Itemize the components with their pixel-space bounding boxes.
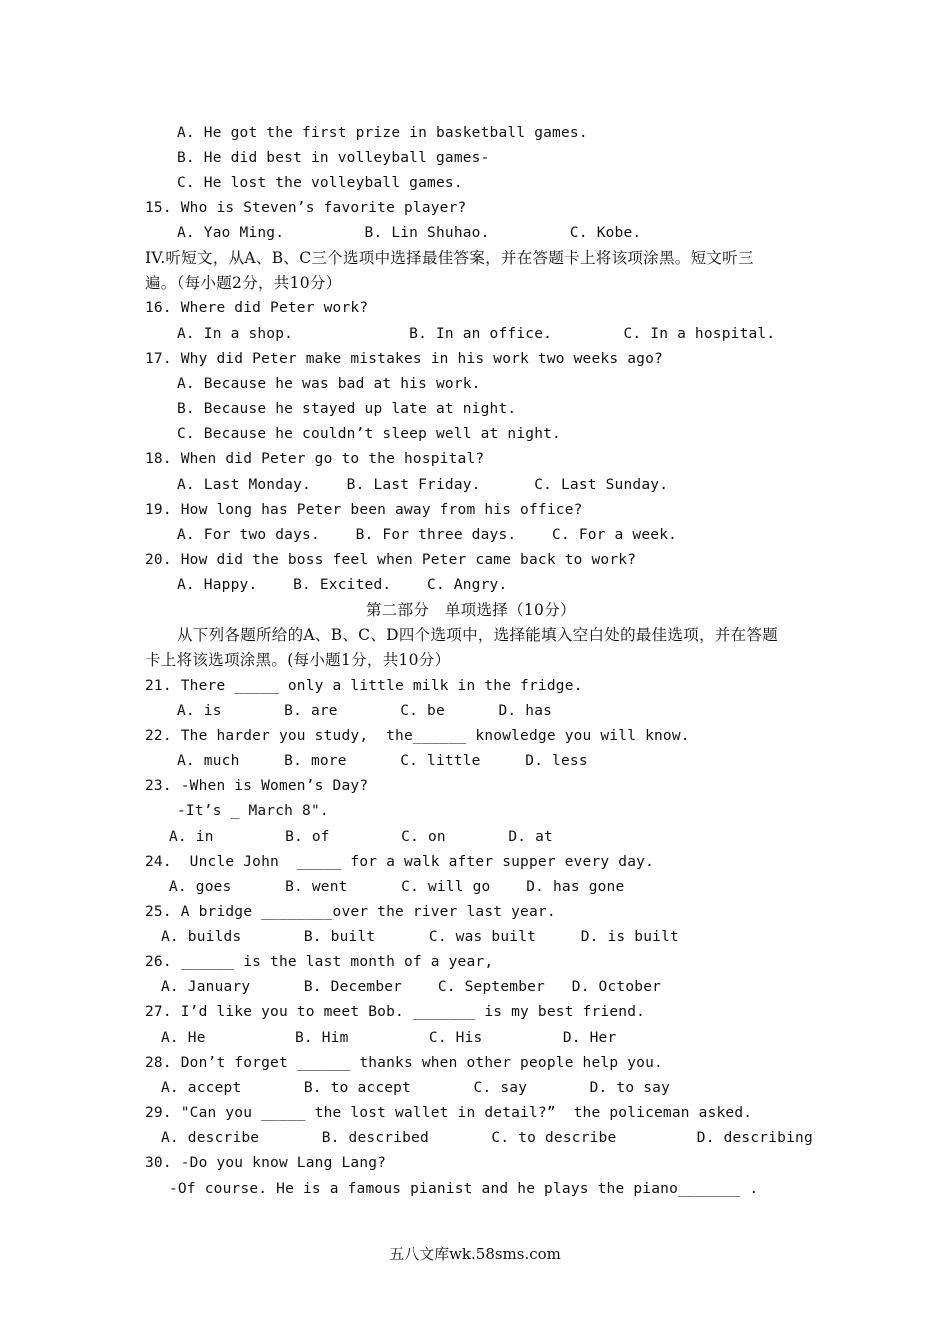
q16-stem: 16. Where did Peter work? (145, 300, 369, 316)
q17-option-c: C. Because he couldn’t sleep well at night. (177, 426, 561, 442)
q30-stem: 30. -Do you know Lang Lang? (145, 1155, 387, 1171)
q23-dialogue: -It’s _ March 8". (177, 803, 329, 819)
q14-option-b: B. He did best in volleyball games- (177, 150, 490, 166)
q29-stem: 29. "Can you _____ the lost wallet in detail?” the policeman asked. (145, 1105, 753, 1121)
q16-options: A. In a shop. B. In an office. C. In a hospital. (177, 326, 776, 342)
q28-stem: 28. Don’t forget ______ thanks when other people help you. (145, 1055, 663, 1071)
q18-options: A. Last Monday. B. Last Friday. C. Last Sunday. (177, 477, 669, 493)
q14-option-c: C. He lost the volleyball games. (177, 175, 463, 191)
q23-stem: 23. -When is Women’s Day? (145, 778, 369, 794)
q17-option-a: A. Because he was bad at his work. (177, 376, 481, 392)
q26-stem: 26. ______ is the last month of a year, (145, 954, 494, 970)
q14-option-a: A. He got the first prize in basketball games. (177, 125, 588, 141)
q26-options: A. January B. December C. September D. October (161, 979, 662, 995)
part-two-heading: 第二部分 单项选择（10分） (366, 601, 576, 619)
q17-option-b: B. Because he stayed up late at night. (177, 401, 517, 417)
q20-options: A. Happy. B. Excited. C. Angry. (177, 577, 508, 593)
q22-stem: 22. The harder you study, the______ knowledge you will know. (145, 728, 690, 744)
footer-watermark: 五八文库wk.58sms.com (389, 1245, 561, 1263)
q19-stem: 19. How long has Peter been away from his office? (145, 502, 583, 518)
q27-stem: 27. I’d like you to meet Bob. _______ is my best friend. (145, 1004, 646, 1020)
q23-options: A. in B. of C. on D. at (169, 829, 553, 845)
q20-stem: 20. How did the boss feel when Peter came back to work? (145, 552, 637, 568)
q25-options: A. builds B. built C. was built D. is built (161, 929, 679, 945)
q22-options: A. much B. more C. little D. less (177, 753, 588, 769)
q15-stem: 15. Who is Steven’s favorite player? (145, 200, 467, 216)
q24-options: A. goes B. went C. will go D. has gone (169, 879, 625, 895)
q21-stem: 21. There _____ only a little milk in the fridge. (145, 678, 583, 694)
q27-options: A. He B. Him C. His D. Her (161, 1030, 617, 1046)
q24-stem: 24. Uncle John _____ for a walk after supper every day. (145, 854, 654, 870)
q28-options: A. accept B. to accept C. say D. to say (161, 1080, 670, 1096)
section-iv-instruction-line1: IV.听短文，从A、B、C三个选项中选择最佳答案，并在答题卡上将该项涂黑。短文听三 (145, 249, 754, 267)
q15-options: A. Yao Ming. B. Lin Shuhao. C. Kobe. (177, 225, 642, 241)
q19-options: A. For two days. B. For three days. C. For a week. (177, 527, 678, 543)
section-iv-instruction-line2: 遍。（每小题2分，共10分） (145, 274, 342, 292)
q29-options: A. describe B. described C. to describe D. describing (161, 1130, 813, 1146)
q18-stem: 18. When did Peter go to the hospital? (145, 451, 485, 467)
q21-options: A. is B. are C. be D. has (177, 703, 553, 719)
part-two-instruction-line2: 卡上将该选项涂黑。(每小题1分，共10分） (145, 651, 451, 669)
part-two-instruction-line1: 从下列各题所给的A、B、C、D四个选项中，选择能填入空白处的最佳选项，并在答题 (177, 626, 779, 644)
q17-stem: 17. Why did Peter make mistakes in his work two weeks ago? (145, 351, 663, 367)
q30-dialogue: -Of course. He is a famous pianist and he plays the piano_______ . (169, 1181, 759, 1197)
q25-stem: 25. A bridge ________over the river last year. (145, 904, 556, 920)
